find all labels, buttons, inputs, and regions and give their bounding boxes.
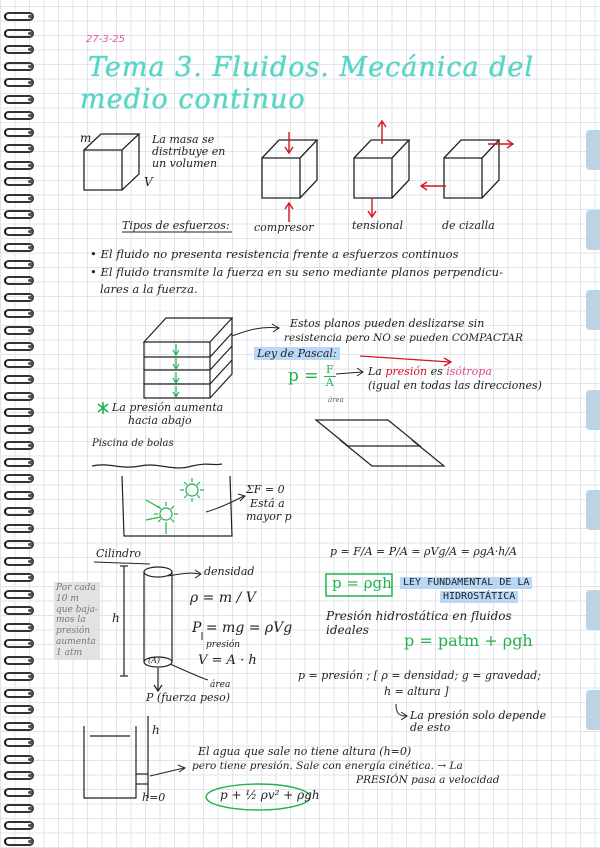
mass-label: m bbox=[80, 131, 92, 145]
spiral-ring bbox=[4, 425, 34, 434]
spiral-ring bbox=[4, 392, 34, 401]
spiral-ring bbox=[4, 540, 34, 549]
sliding-planes-drawing bbox=[316, 420, 444, 466]
stress-type-compression: compresor bbox=[254, 221, 314, 234]
depends-line2: de esto bbox=[410, 721, 451, 734]
notebook-tab bbox=[586, 210, 600, 250]
outflow-note-line3: PRESIÓN pasa a velocidad bbox=[356, 774, 500, 786]
outflow-note-line1: El agua que sale no tiene altura (h=0) bbox=[198, 745, 412, 758]
planes-note-line2: resistencia pero NO se pueden COMPACTAR bbox=[284, 332, 523, 344]
spiral-ring bbox=[4, 29, 34, 38]
spiral-ring bbox=[4, 491, 34, 500]
spiral-ring bbox=[4, 441, 34, 450]
spiral-ring bbox=[4, 606, 34, 615]
side-note-line: mos la bbox=[56, 615, 86, 626]
cylinder-label: Cilindro bbox=[96, 547, 141, 560]
spiral-ring bbox=[4, 639, 34, 648]
spiral-ring bbox=[4, 557, 34, 566]
planes-note-line1: Estos planos pueden deslizarse sin bbox=[290, 317, 485, 330]
spiral-ring bbox=[4, 276, 34, 285]
shear-cube-drawing bbox=[444, 140, 499, 198]
bullet-transmits-force: • El fluido transmite la fuerza en su seno mediante planos perpendicu- bbox=[90, 265, 503, 279]
tank-height-label: h bbox=[152, 723, 160, 737]
notebook-tab bbox=[586, 130, 600, 170]
ideal-fluids-line2: ideales bbox=[326, 623, 369, 637]
side-note-line: que baja- bbox=[56, 604, 99, 615]
spiral-ring bbox=[4, 722, 34, 731]
hydrostatic-boxed-formula: p = ρgh bbox=[332, 574, 392, 592]
stress-types-label: Tipos de esfuerzos: bbox=[122, 219, 230, 232]
notebook-tab bbox=[586, 690, 600, 730]
spiral-ring bbox=[4, 177, 34, 186]
bernoulli-formula: p + ½ ρv² + ρgh bbox=[220, 788, 320, 802]
force-sum-note1: Está a bbox=[250, 497, 285, 510]
hydrostatic-law-line2: HIDROSTÁTICA bbox=[440, 591, 518, 603]
tank-zero-height-label: h=0 bbox=[142, 791, 166, 804]
spiral-ring bbox=[4, 375, 34, 384]
pascal-formula-numerator: F bbox=[325, 363, 334, 376]
spiral-ring bbox=[4, 243, 34, 252]
mass-note-line2: distribuye en bbox=[152, 145, 226, 158]
mass-note-line1: La masa se bbox=[152, 133, 215, 146]
spiral-ring bbox=[4, 293, 34, 302]
bullet-no-resistance: • El fluido no presenta resistencia frente a esfuerzos continuos bbox=[90, 247, 459, 261]
volume-equation: V = A · h bbox=[198, 653, 257, 668]
spiral-ring bbox=[4, 408, 34, 417]
spiral-ring bbox=[4, 326, 34, 335]
spiral-ring bbox=[4, 738, 34, 747]
spiral-ring bbox=[4, 95, 34, 104]
pascal-law-label-text: Ley de Pascal: bbox=[254, 347, 340, 360]
cylinder-area-label: área bbox=[210, 680, 231, 690]
spiral-ring bbox=[4, 672, 34, 681]
spiral-ring bbox=[4, 689, 34, 698]
density-label: densidad bbox=[204, 565, 255, 578]
weight-equation: P = mg = ρVg bbox=[192, 620, 293, 636]
tension-cube-drawing bbox=[354, 140, 409, 198]
spiral-ring bbox=[4, 62, 34, 71]
spiral-ring bbox=[4, 359, 34, 368]
spiral-ring bbox=[4, 309, 34, 318]
spiral-ring bbox=[4, 12, 34, 21]
spiral-ring bbox=[4, 210, 34, 219]
page-title-line2: medio continuo bbox=[80, 84, 306, 115]
cylinder-drawing bbox=[120, 566, 172, 691]
side-note-line: Por cada bbox=[56, 583, 96, 593]
spiral-ring bbox=[4, 573, 34, 582]
side-note-line: 1 atm bbox=[56, 647, 83, 658]
density-equation: ρ = m / V bbox=[190, 590, 256, 606]
outflow-note-line2: pero tiene presión. Sale con energía cinética. → La bbox=[192, 760, 463, 772]
ideal-fluids-line1: Presión hidrostática en fluidos bbox=[326, 609, 512, 623]
pascal-formula-denominator: A bbox=[325, 376, 334, 390]
ball-drawing bbox=[154, 502, 178, 526]
spiral-ring bbox=[4, 821, 34, 830]
hydrostatic-law-line1: LEY FUNDAMENTAL DE LA bbox=[400, 577, 532, 589]
side-note-line: aumenta bbox=[56, 636, 96, 647]
side-note-line: 10 m bbox=[56, 593, 79, 604]
cylinder-base-label: (A) bbox=[148, 656, 161, 665]
pressure-increases-line1: La presión aumenta bbox=[112, 401, 224, 414]
spiral-ring bbox=[4, 194, 34, 203]
stress-type-shear: de cizalla bbox=[442, 219, 495, 232]
water-tank-drawing bbox=[84, 716, 148, 798]
pressure-word: presión bbox=[385, 365, 428, 378]
isotropy-note: (igual en todas las direcciones) bbox=[368, 379, 542, 392]
variables-legend-line1: p = presión ; [ ρ = densidad; g = gravedad; bbox=[298, 669, 541, 682]
ideal-fluids-formula: p = patm + ρgh bbox=[404, 631, 533, 650]
depends-line1: La presión solo depende bbox=[410, 709, 547, 722]
spiral-ring bbox=[4, 804, 34, 813]
volume-label: V bbox=[144, 175, 153, 189]
bullet-transmits-force-cont: lares a la fuerza. bbox=[100, 282, 198, 296]
spiral-ring bbox=[4, 623, 34, 632]
pascal-formula-p: p = bbox=[288, 366, 319, 387]
pascal-law-label bbox=[254, 348, 340, 361]
pressure-isotropy bbox=[368, 366, 492, 379]
ball-drawing bbox=[180, 478, 204, 502]
force-sum-note2: mayor p bbox=[246, 510, 292, 523]
cylinder-height-label: h bbox=[112, 611, 120, 625]
isotropic-word: isótropa bbox=[446, 365, 492, 378]
spiral-ring bbox=[4, 45, 34, 54]
spiral-ring bbox=[4, 128, 34, 137]
spiral-ring bbox=[4, 342, 34, 351]
page-date: 27-3-25 bbox=[86, 34, 126, 45]
area-label-small: área bbox=[328, 396, 344, 404]
notebook-tab bbox=[586, 290, 600, 330]
pressure-derivation-chain: p = F/A = P/A = ρVg/A = ρgA·h/A bbox=[330, 545, 517, 558]
spiral-ring bbox=[4, 161, 34, 170]
spiral-ring bbox=[4, 78, 34, 87]
spiral-ring bbox=[4, 474, 34, 483]
pressure-increases-line2: hacia abajo bbox=[128, 414, 192, 427]
variables-legend-line2: h = altura ] bbox=[384, 685, 449, 698]
mass-cube-drawing bbox=[84, 134, 139, 190]
notebook-tab bbox=[586, 490, 600, 530]
ball-pool-label: Piscina de bolas bbox=[92, 438, 174, 449]
spiral-ring bbox=[4, 524, 34, 533]
notebook-tab bbox=[586, 590, 600, 630]
pressure-mid: es bbox=[430, 365, 443, 378]
notebook-tab bbox=[586, 390, 600, 430]
pascal-formula bbox=[288, 364, 336, 389]
spiral-ring bbox=[4, 458, 34, 467]
weight-equation-note: presión bbox=[206, 640, 241, 650]
compression-cube-drawing bbox=[262, 140, 317, 198]
cylinder-side-note bbox=[54, 582, 100, 660]
spiral-ring bbox=[4, 705, 34, 714]
page-title-line1: Tema 3. Fluidos. Mecánica del bbox=[88, 52, 535, 83]
spiral-ring bbox=[4, 788, 34, 797]
ball-pool-drawing bbox=[92, 464, 232, 536]
stress-type-tension: tensional bbox=[352, 219, 403, 232]
spiral-ring bbox=[4, 507, 34, 516]
spiral-ring bbox=[4, 260, 34, 269]
spiral-ring bbox=[4, 656, 34, 665]
stacked-planes-drawing bbox=[144, 318, 232, 398]
spiral-ring bbox=[4, 590, 34, 599]
pressure-prefix: La bbox=[368, 365, 382, 378]
spiral-ring bbox=[4, 771, 34, 780]
force-sum-label: ΣF = 0 bbox=[246, 483, 285, 496]
spiral-ring bbox=[4, 144, 34, 153]
spiral-ring bbox=[4, 837, 34, 846]
side-note-line: presión bbox=[56, 626, 91, 637]
spiral-ring bbox=[4, 227, 34, 236]
mass-note-line3: un volumen bbox=[152, 157, 218, 170]
spiral-ring bbox=[4, 755, 34, 764]
weight-force-label: P (fuerza peso) bbox=[146, 691, 231, 704]
spiral-ring bbox=[4, 111, 34, 120]
